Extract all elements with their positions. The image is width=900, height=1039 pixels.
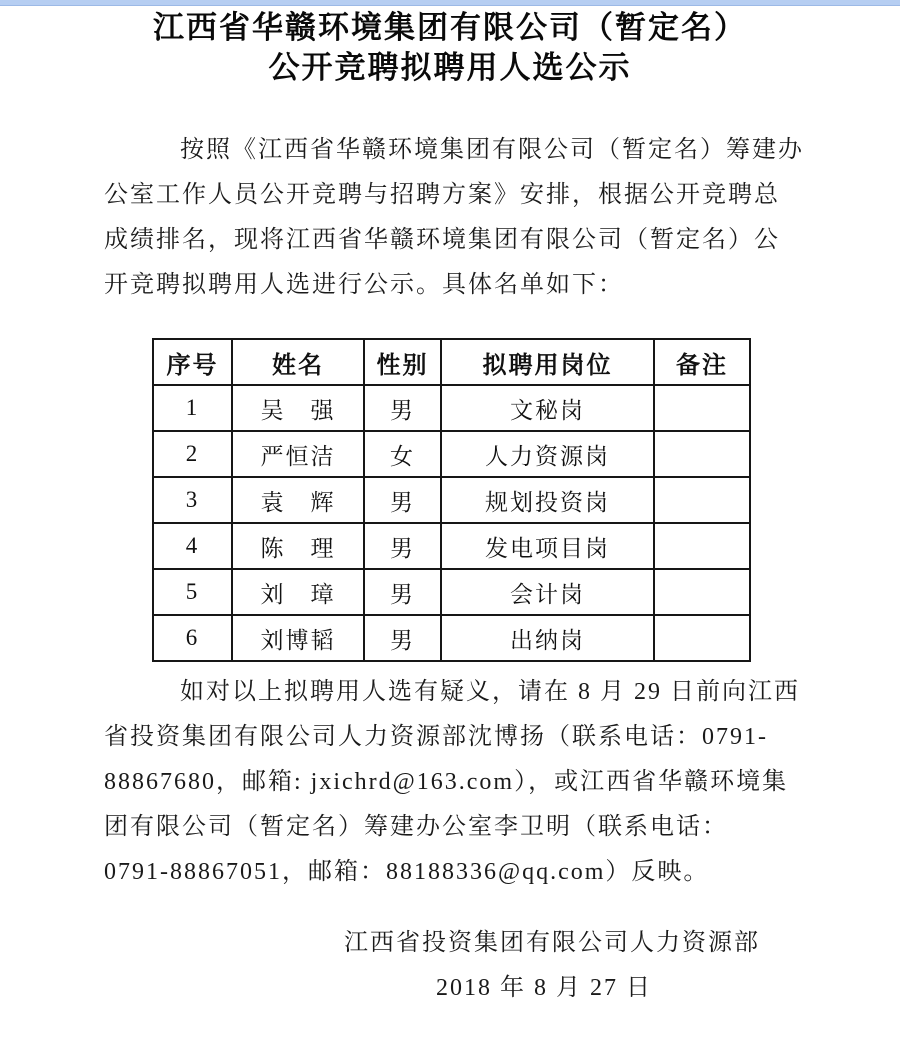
cell-remark (654, 615, 750, 661)
cell-gender: 男 (364, 569, 441, 615)
cell-gender: 男 (364, 477, 441, 523)
text-line: 如对以上拟聘用人选有疑义，请在 8 月 29 日前向江西 (180, 679, 800, 705)
document-page (0, 6, 900, 1011)
header-name: 姓名 (232, 339, 364, 385)
cell-serial: 3 (153, 477, 232, 523)
header-remark: 备注 (654, 339, 750, 385)
cell-post: 文秘岗 (441, 385, 654, 431)
text-line: 0791-88867051，邮箱：88188336@qq.com）反映。 (104, 859, 710, 885)
cell-post: 出纳岗 (441, 615, 654, 661)
signature-block (344, 921, 760, 1011)
cell-gender: 男 (364, 523, 441, 569)
cell-serial: 5 (153, 569, 232, 615)
cell-serial: 2 (153, 431, 232, 477)
cell-remark (654, 431, 750, 477)
paragraph-contact (104, 670, 800, 895)
cell-serial: 6 (153, 615, 232, 661)
cell-serial: 4 (153, 523, 232, 569)
text-line: 成绩排名，现将江西省华赣环境集团有限公司（暂定名）公 (104, 227, 780, 253)
table-row (153, 615, 750, 661)
text-line: 88867680，邮箱: jxichrd@163.com），或江西省华赣环境集 (104, 769, 789, 795)
cell-post: 人力资源岗 (441, 431, 654, 477)
text-line: 开竞聘拟聘用人选进行公示。具体名单如下： (104, 272, 624, 298)
cell-remark (654, 385, 750, 431)
table-header-row (153, 339, 750, 385)
cell-name: 吴 强 (232, 385, 364, 431)
cell-remark (654, 477, 750, 523)
cell-gender: 女 (364, 431, 441, 477)
paragraph-intro (104, 128, 804, 308)
table-row (153, 569, 750, 615)
cell-post: 发电项目岗 (441, 523, 654, 569)
signature-line: 江西省投资集团有限公司人力资源部 (344, 930, 760, 956)
hiring-table (152, 338, 751, 662)
cell-name: 陈 理 (232, 523, 364, 569)
cell-name: 刘 璋 (232, 569, 364, 615)
cell-gender: 男 (364, 385, 441, 431)
date-line: 2018 年 8 月 27 日 (436, 975, 652, 1001)
title-line-1: 江西省华赣环境集团有限公司（暂定名） (153, 10, 747, 45)
cell-remark (654, 569, 750, 615)
header-post: 拟聘用岗位 (441, 339, 654, 385)
text-line: 公室工作人员公开竞聘与招聘方案》安排，根据公开竞聘总 (104, 182, 780, 208)
cell-remark (654, 523, 750, 569)
table-row (153, 431, 750, 477)
table-row (153, 523, 750, 569)
cell-serial: 1 (153, 385, 232, 431)
cell-gender: 男 (364, 615, 441, 661)
cell-name: 刘博韬 (232, 615, 364, 661)
text-line: 省投资集团有限公司人力资源部沈博扬（联系电话：0791- (104, 724, 768, 750)
cell-name: 袁 辉 (232, 477, 364, 523)
cell-name: 严恒洁 (232, 431, 364, 477)
table-row (153, 385, 750, 431)
table-row (153, 477, 750, 523)
title-line-2: 公开竞聘拟聘用人选公示 (268, 50, 632, 85)
header-serial: 序号 (153, 339, 232, 385)
cell-post: 规划投资岗 (441, 477, 654, 523)
doc-title (104, 8, 796, 88)
header-gender: 性别 (364, 339, 441, 385)
text-line: 按照《江西省华赣环境集团有限公司（暂定名）筹建办 (180, 137, 804, 163)
text-line: 团有限公司（暂定名）筹建办公室李卫明（联系电话： (104, 814, 728, 840)
cell-post: 会计岗 (441, 569, 654, 615)
